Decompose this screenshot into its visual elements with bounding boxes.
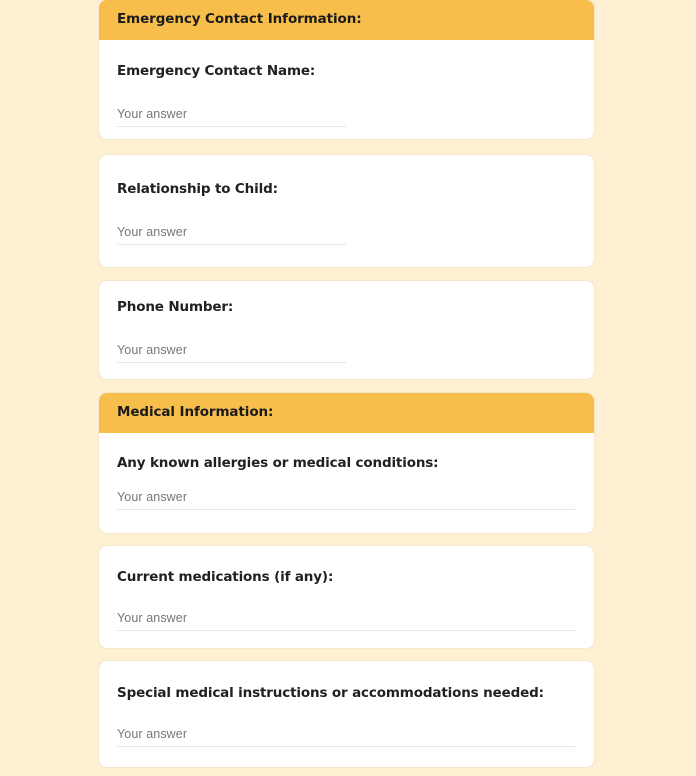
card-current-medications [99,546,594,648]
input-special-medical-instructions[interactable] [117,725,575,747]
section-header-medical-information [99,393,594,433]
input-placeholder: Your answer [117,225,188,239]
card-body [99,155,594,267]
input-phone-number[interactable] [117,341,346,363]
input-placeholder: Your answer [117,490,188,504]
card-body [99,661,594,767]
card-relationship-to-child [99,155,594,267]
question-label-emergency-contact-name: Emergency Contact Name: [117,63,316,79]
card-allergies-or-medical-conditions [99,393,594,533]
card-body [99,433,594,533]
input-placeholder: Your answer [117,727,188,741]
input-allergies-or-medical-conditions[interactable] [117,488,575,510]
question-label-phone-number: Phone Number: [117,299,234,315]
input-current-medications[interactable] [117,609,575,631]
input-placeholder: Your answer [117,611,188,625]
card-body [99,281,594,379]
card-emergency-contact-name [99,0,594,139]
card-body [99,40,594,139]
question-label-relationship-to-child: Relationship to Child: [117,181,278,197]
section-header-emergency-contact-information [99,0,594,40]
input-relationship-to-child[interactable] [117,223,346,245]
section-header-title: Emergency Contact Information: [117,11,362,28]
question-label-special-medical-instructions: Special medical instructions or accommodations needed: [117,685,544,701]
input-emergency-contact-name[interactable] [117,105,346,127]
question-label-current-medications: Current medications (if any): [117,569,334,585]
input-placeholder: Your answer [117,343,188,357]
card-special-medical-instructions [99,661,594,767]
card-phone-number [99,281,594,379]
question-label-allergies-or-medical-conditions: Any known allergies or medical conditions: [117,455,439,471]
card-body [99,546,594,648]
section-header-title: Medical Information: [117,404,274,421]
input-placeholder: Your answer [117,107,188,121]
